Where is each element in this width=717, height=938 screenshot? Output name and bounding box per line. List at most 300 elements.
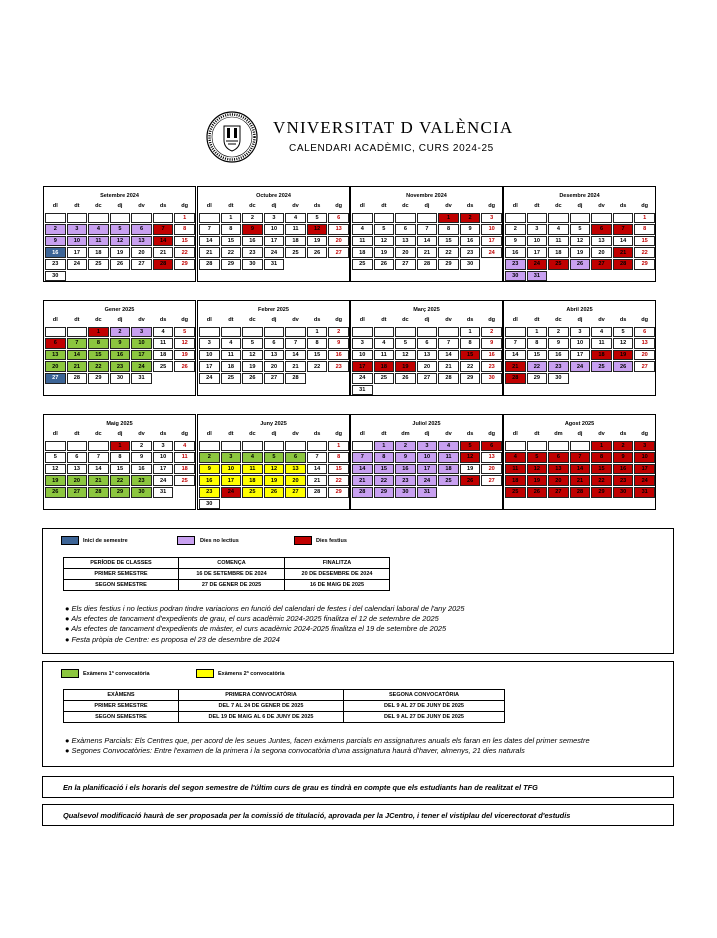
day-cell: 21	[570, 475, 591, 486]
empty-day-cell	[45, 213, 66, 224]
weekday-header: dt	[534, 203, 540, 210]
day-cell: 2	[242, 213, 263, 224]
month-calendar	[43, 300, 196, 396]
empty-day-cell	[285, 499, 306, 510]
weekday-header: dv	[445, 203, 452, 210]
day-cell: 5	[613, 327, 634, 338]
day-cell: 8	[634, 224, 655, 235]
week-row	[199, 338, 349, 349]
week-row	[199, 373, 349, 384]
day-cell: 16	[328, 350, 349, 361]
week-row	[45, 373, 195, 384]
weekday-header: dl	[206, 317, 212, 324]
table-cell: COMENÇA	[179, 558, 285, 569]
table-row	[64, 701, 505, 712]
day-cell: 7	[417, 224, 438, 235]
week-row	[352, 338, 502, 349]
week-row	[505, 213, 655, 224]
day-cell: 19	[570, 247, 591, 258]
table-cell: EXÀMENS	[64, 690, 179, 701]
day-cell: 6	[634, 327, 655, 338]
month-title: Agost 2025	[564, 421, 595, 427]
day-cell: 4	[505, 452, 526, 463]
day-cell: 5	[264, 452, 285, 463]
day-cell: 12	[460, 452, 481, 463]
month-title: Octubre 2024	[256, 193, 291, 199]
week-row	[45, 452, 195, 463]
day-cell: 22	[527, 361, 548, 372]
day-cell: 22	[307, 361, 328, 372]
exams-1-swatch	[61, 669, 79, 678]
day-cell: 20	[417, 361, 438, 372]
day-cell: 22	[174, 247, 195, 258]
day-cell: 28	[67, 373, 88, 384]
day-cell: 11	[242, 464, 263, 475]
weekday-header: ds	[159, 317, 167, 324]
month-title: Abril 2025	[566, 307, 593, 313]
day-cell: 12	[527, 464, 548, 475]
day-cell: 14	[88, 464, 109, 475]
day-cell: 12	[110, 236, 131, 247]
day-cell: 20	[131, 247, 152, 258]
day-cell: 5	[174, 327, 195, 338]
day-cell: 4	[285, 213, 306, 224]
day-cell: 20	[67, 475, 88, 486]
day-cell: 27	[417, 373, 438, 384]
day-cell: 10	[481, 224, 502, 235]
day-cell: 7	[307, 452, 328, 463]
day-cell: 15	[307, 350, 328, 361]
day-cell: 13	[67, 464, 88, 475]
day-cell: 27	[131, 259, 152, 270]
weekday-header: dc	[402, 203, 409, 210]
weekday-header: dc	[249, 431, 256, 438]
day-cell: 15	[460, 350, 481, 361]
day-cell: 30	[505, 271, 526, 282]
day-cell: 23	[548, 361, 569, 372]
day-cell: 11	[374, 350, 395, 361]
day-cell: 24	[481, 247, 502, 258]
empty-day-cell	[264, 327, 285, 338]
week-row	[45, 247, 195, 258]
empty-day-cell	[634, 271, 655, 282]
month-calendar	[197, 414, 350, 510]
week-row	[199, 464, 349, 475]
weekday-header-row	[352, 201, 502, 212]
empty-day-cell	[67, 327, 88, 338]
day-cell: 16	[460, 236, 481, 247]
day-cell: 29	[174, 259, 195, 270]
empty-day-cell	[242, 327, 263, 338]
day-cell: 11	[174, 452, 195, 463]
day-cell: 22	[438, 247, 459, 258]
day-cell: 4	[242, 452, 263, 463]
day-cell: 21	[88, 475, 109, 486]
month-days-table	[351, 428, 503, 499]
list-item: ● Segones Convocatòries: Entre l'examen de la primera i la segona convocatòria d'una assignatura haurà d'haver, almenys, 21 dies naturals	[65, 746, 525, 756]
day-cell: 25	[591, 361, 612, 372]
day-cell: 31	[527, 271, 548, 282]
month-title: Desembre 2024	[559, 193, 600, 199]
week-row	[505, 441, 655, 452]
day-cell: 6	[548, 452, 569, 463]
day-cell: 3	[417, 441, 438, 452]
empty-day-cell	[199, 327, 220, 338]
month-calendar	[503, 186, 656, 282]
week-row	[352, 441, 502, 452]
day-cell: 7	[570, 452, 591, 463]
day-cell: 15	[88, 350, 109, 361]
empty-day-cell	[613, 373, 634, 384]
month-days-table	[504, 428, 656, 499]
day-cell: 6	[131, 224, 152, 235]
weekday-header: dg	[488, 203, 496, 210]
day-cell: 12	[613, 338, 634, 349]
university-seal-icon	[205, 110, 259, 164]
day-cell: 12	[307, 224, 328, 235]
day-cell: 2	[199, 452, 220, 463]
day-cell: 3	[199, 338, 220, 349]
day-cell: 3	[352, 338, 373, 349]
empty-day-cell	[395, 327, 416, 338]
day-cell: 1	[221, 213, 242, 224]
day-cell: 17	[417, 464, 438, 475]
day-cell: 18	[153, 350, 174, 361]
day-cell: 20	[395, 247, 416, 258]
empty-day-cell	[374, 385, 395, 396]
empty-day-cell	[153, 373, 174, 384]
day-cell: 17	[221, 475, 242, 486]
day-cell: 9	[395, 452, 416, 463]
day-cell: 29	[374, 487, 395, 498]
page-title: CALENDARI ACADÈMIC, CURS 2024-25	[289, 143, 494, 154]
weekday-header: dl	[52, 317, 58, 324]
day-cell: 29	[591, 487, 612, 498]
day-cell: 26	[460, 475, 481, 486]
month-days-table	[198, 428, 350, 510]
day-cell: 24	[634, 475, 655, 486]
week-row	[352, 475, 502, 486]
day-cell: 6	[264, 338, 285, 349]
weekday-header: dl	[359, 317, 365, 324]
day-cell: 24	[352, 373, 373, 384]
day-cell: 27	[591, 259, 612, 270]
day-cell: 23	[131, 475, 152, 486]
no-lectius-swatch	[177, 536, 195, 545]
week-row	[505, 247, 655, 258]
day-cell: 18	[242, 475, 263, 486]
empty-day-cell	[548, 213, 569, 224]
week-row	[45, 487, 195, 498]
day-cell: 25	[505, 487, 526, 498]
day-cell: 19	[395, 361, 416, 372]
empty-day-cell	[242, 499, 263, 510]
day-cell: 29	[634, 259, 655, 270]
weekday-header: ds	[619, 431, 627, 438]
day-cell: 10	[570, 338, 591, 349]
day-cell: 31	[417, 487, 438, 498]
day-cell: 7	[285, 338, 306, 349]
day-cell: 27	[67, 487, 88, 498]
empty-day-cell	[67, 441, 88, 452]
day-cell: 16	[45, 247, 66, 258]
week-row	[352, 385, 502, 396]
day-cell: 9	[481, 338, 502, 349]
empty-day-cell	[481, 487, 502, 498]
day-cell: 22	[88, 361, 109, 372]
empty-day-cell	[460, 487, 481, 498]
day-cell: 21	[613, 247, 634, 258]
day-cell: 25	[88, 259, 109, 270]
day-cell: 11	[438, 452, 459, 463]
day-cell: 19	[110, 247, 131, 258]
day-cell: 25	[374, 373, 395, 384]
day-cell: 14	[199, 236, 220, 247]
day-cell: 30	[45, 271, 66, 282]
day-cell: 19	[307, 236, 328, 247]
day-cell: 26	[45, 487, 66, 498]
day-cell: 24	[67, 259, 88, 270]
day-cell: 6	[417, 338, 438, 349]
day-cell: 11	[352, 236, 373, 247]
day-cell: 20	[634, 350, 655, 361]
day-cell: 15	[374, 464, 395, 475]
day-cell: 27	[548, 487, 569, 498]
weekday-header: dt	[74, 431, 80, 438]
week-row	[45, 271, 195, 282]
weekday-header: dt	[534, 431, 540, 438]
table-cell: SEGON SEMESTRE	[64, 712, 179, 723]
day-cell: 9	[242, 224, 263, 235]
table-cell: PERÍODE DE CLASSES	[64, 558, 179, 569]
week-row	[45, 213, 195, 224]
weekday-header: dc	[95, 431, 102, 438]
day-cell: 23	[242, 247, 263, 258]
day-cell: 14	[570, 464, 591, 475]
weekday-header: dc	[95, 203, 102, 210]
day-cell: 6	[395, 224, 416, 235]
weekday-header: dg	[641, 317, 649, 324]
day-cell: 8	[307, 338, 328, 349]
week-row	[45, 361, 195, 372]
day-cell: 30	[395, 487, 416, 498]
empty-day-cell	[570, 441, 591, 452]
month-days-table	[504, 314, 656, 385]
day-cell: 2	[45, 224, 66, 235]
day-cell: 2	[613, 441, 634, 452]
day-cell: 3	[634, 441, 655, 452]
empty-day-cell	[67, 213, 88, 224]
day-cell: 21	[199, 247, 220, 258]
empty-day-cell	[221, 441, 242, 452]
empty-day-cell	[613, 213, 634, 224]
day-cell: 18	[352, 247, 373, 258]
day-cell: 8	[88, 338, 109, 349]
day-cell: 31	[153, 487, 174, 498]
weekday-header: dc	[402, 317, 409, 324]
week-row	[199, 499, 349, 510]
empty-day-cell	[328, 499, 349, 510]
day-cell: 24	[199, 373, 220, 384]
table-cell: DEL 19 DE MAIG AL 6 DE JUNY DE 2025	[179, 712, 344, 723]
week-row	[352, 224, 502, 235]
weekday-header: dl	[52, 431, 58, 438]
week-row	[352, 236, 502, 247]
day-cell: 15	[110, 464, 131, 475]
day-cell: 18	[174, 464, 195, 475]
day-cell: 5	[395, 338, 416, 349]
table-cell: SEGONA CONVOCATÒRIA	[344, 690, 505, 701]
weekday-header: dv	[598, 431, 605, 438]
day-cell: 9	[131, 452, 152, 463]
day-cell: 3	[481, 213, 502, 224]
table-cell: 27 DE GENER DE 2025	[179, 580, 285, 591]
day-cell: 7	[505, 338, 526, 349]
day-cell: 9	[505, 236, 526, 247]
day-cell: 13	[417, 350, 438, 361]
month-calendar	[197, 300, 350, 396]
day-cell: 10	[352, 350, 373, 361]
month-calendar	[503, 300, 656, 396]
weekday-header: dj	[117, 203, 123, 210]
empty-day-cell	[591, 373, 612, 384]
weekday-header: dg	[335, 431, 343, 438]
empty-day-cell	[88, 441, 109, 452]
day-cell: 28	[285, 373, 306, 384]
classes-legend-box	[42, 528, 674, 654]
month-days-table	[198, 314, 350, 385]
weekday-header: dj	[577, 431, 583, 438]
day-cell: 26	[374, 259, 395, 270]
empty-day-cell	[174, 487, 195, 498]
day-cell: 9	[460, 224, 481, 235]
day-cell: 13	[285, 464, 306, 475]
week-row	[45, 350, 195, 361]
empty-day-cell	[45, 327, 66, 338]
day-cell: 28	[505, 373, 526, 384]
table-cell: PRIMERA CONVOCATÒRIA	[179, 690, 344, 701]
day-cell: 17	[199, 361, 220, 372]
list-item: ● Els dies festius i no lectius podran tindre variacions en funció del calendari de festes i del calendari laboral de l'any 2025	[65, 604, 465, 613]
day-cell: 4	[153, 327, 174, 338]
weekday-header: dl	[206, 203, 212, 210]
weekday-header: dv	[138, 431, 145, 438]
day-cell: 28	[88, 487, 109, 498]
weekday-header: dj	[424, 317, 430, 324]
day-cell: 7	[88, 452, 109, 463]
month-title: Febrer 2025	[258, 307, 289, 313]
day-cell: 12	[45, 464, 66, 475]
weekday-header-row	[505, 429, 655, 440]
day-cell: 14	[285, 350, 306, 361]
empty-day-cell	[417, 213, 438, 224]
empty-day-cell	[328, 259, 349, 270]
day-cell: 11	[88, 236, 109, 247]
day-cell: 21	[285, 361, 306, 372]
day-cell: 11	[153, 338, 174, 349]
day-cell: 25	[548, 259, 569, 270]
weekday-header: dl	[512, 317, 518, 324]
day-cell: 24	[417, 475, 438, 486]
day-cell: 20	[45, 361, 66, 372]
empty-day-cell	[548, 271, 569, 282]
empty-day-cell	[307, 259, 328, 270]
day-cell: 25	[174, 475, 195, 486]
day-cell: 2	[328, 327, 349, 338]
day-cell: 30	[481, 373, 502, 384]
empty-day-cell	[307, 373, 328, 384]
empty-day-cell	[505, 441, 526, 452]
day-cell: 12	[374, 236, 395, 247]
empty-day-cell	[242, 441, 263, 452]
day-cell: 31	[352, 385, 373, 396]
day-cell: 10	[527, 236, 548, 247]
month-title: Març 2025	[413, 307, 440, 313]
day-cell: 9	[548, 338, 569, 349]
empty-day-cell	[328, 373, 349, 384]
empty-day-cell	[505, 213, 526, 224]
day-cell: 9	[199, 464, 220, 475]
day-cell: 26	[110, 259, 131, 270]
week-row	[199, 236, 349, 247]
empty-day-cell	[374, 213, 395, 224]
weekday-header: ds	[619, 317, 627, 324]
weekday-header: ds	[466, 317, 474, 324]
day-cell: 29	[88, 373, 109, 384]
table-cell: DEL 7 AL 24 DE GENER DE 2025	[179, 701, 344, 712]
day-cell: 1	[438, 213, 459, 224]
modification-note: Qualsevol modificació haurà de ser proposada per la comissió de titulació, aprovada per la JCentro, i tener el vistiplau del vicerectorat d'estudis	[63, 811, 571, 820]
day-cell: 19	[174, 350, 195, 361]
table-cell: DEL 9 AL 27 DE JUNY DE 2025	[344, 701, 505, 712]
week-row	[45, 224, 195, 235]
empty-day-cell	[395, 385, 416, 396]
week-row	[45, 464, 195, 475]
month-days-table	[198, 200, 350, 271]
day-cell: 3	[570, 327, 591, 338]
day-cell: 19	[45, 475, 66, 486]
week-row	[45, 327, 195, 338]
empty-day-cell	[221, 327, 242, 338]
day-cell: 27	[285, 487, 306, 498]
day-cell: 27	[264, 373, 285, 384]
empty-day-cell	[110, 271, 131, 282]
day-cell: 26	[527, 487, 548, 498]
day-cell: 13	[481, 452, 502, 463]
week-row	[199, 247, 349, 258]
day-cell: 25	[352, 259, 373, 270]
legend-exams-2-label: Exàmens 2ª convocatòria	[218, 671, 285, 677]
day-cell: 8	[221, 224, 242, 235]
day-cell: 8	[527, 338, 548, 349]
weekday-header: dl	[512, 431, 518, 438]
day-cell: 28	[307, 487, 328, 498]
weekday-header: dt	[74, 203, 80, 210]
day-cell: 26	[242, 373, 263, 384]
day-cell: 3	[153, 441, 174, 452]
weekday-header: ds	[466, 431, 474, 438]
day-cell: 18	[285, 236, 306, 247]
day-cell: 4	[352, 224, 373, 235]
month-days-table	[504, 200, 656, 282]
day-cell: 12	[264, 464, 285, 475]
day-cell: 24	[527, 259, 548, 270]
table-row	[64, 580, 390, 591]
day-cell: 15	[174, 236, 195, 247]
day-cell: 12	[570, 236, 591, 247]
week-row	[352, 350, 502, 361]
day-cell: 25	[153, 361, 174, 372]
